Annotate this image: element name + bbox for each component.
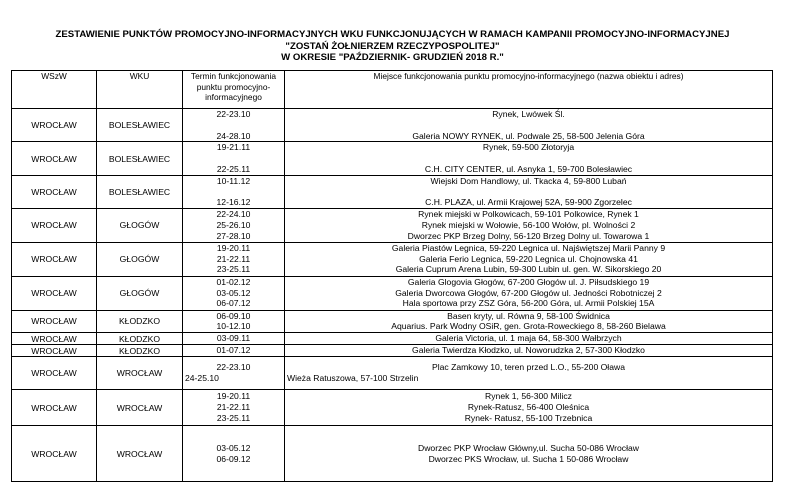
table-header-row <box>12 71 773 109</box>
dates-cell <box>183 345 285 357</box>
place-text: Rynek, Lwówek Śl. <box>492 109 565 119</box>
date-text: 01-02.12 <box>216 276 251 287</box>
dates-cell <box>183 175 285 208</box>
dates-cell <box>183 276 285 310</box>
date-text: 24-28.10 <box>216 130 251 141</box>
document-title <box>0 0 785 67</box>
wku-cell: BOLESŁAWIEC <box>97 175 183 208</box>
place-text: Rynek miejski w Polkowicach, 59-101 Polkowice, Rynek 1 <box>418 209 639 220</box>
place-text: Galeria Piastów Legnica, 59-220 Legnica ul. Najświętszej Marii Panny 9 <box>391 242 666 253</box>
wszw-cell: WROCŁAW <box>12 209 97 242</box>
table-row <box>12 242 773 276</box>
place-text: Rynek miejski w Wołowie, 56-100 Wołów, pl. Wolności 2 <box>421 219 636 230</box>
wszw-cell: WROCŁAW <box>12 345 97 357</box>
wszw-cell: WROCŁAW <box>12 242 97 276</box>
wszw-cell: WROCŁAW <box>12 333 97 345</box>
header-termin: Termin funkcjonowania punktu promocyjno-informacyjnego <box>183 71 285 109</box>
wszw-cell: WROCŁAW <box>12 109 97 142</box>
table-row <box>12 345 773 357</box>
dates-cell <box>183 357 285 390</box>
wku-cell: WROCŁAW <box>97 426 183 482</box>
wku-cell: KŁODZKO <box>97 345 183 357</box>
wku-cell: WROCŁAW <box>97 357 183 390</box>
dates-cell <box>183 209 285 242</box>
date-text: 12-16.12 <box>216 197 251 208</box>
wszw-cell: WROCŁAW <box>12 142 97 175</box>
date-text: 06-09.12 <box>216 453 251 464</box>
date-text: 22-23.10 <box>216 109 251 119</box>
header-miejsce: Miejsce funkcjonowania punktu promocyjno-informacyjnego (nazwa obiektu i adres) <box>285 71 773 109</box>
place-text <box>285 153 772 164</box>
date-text: 21-22.11 <box>216 402 251 413</box>
place-text: Galeria Dworcowa Głogów, 67-200 Głogów ul. Jedności Robotniczej 2 <box>395 287 662 298</box>
place-text: Aquarius. Park Wodny OSiR, gen. Grota-Roweckiego 8, 58-260 Bielawa <box>391 321 666 332</box>
dates-cell <box>183 109 285 142</box>
wku-cell: GŁOGÓW <box>97 242 183 276</box>
place-text: Dworzec PKP Brzeg Dolny, 56-120 Brzeg Dolny ul. Towarowa 1 <box>407 230 650 241</box>
date-text: 01-07.12 <box>216 345 251 356</box>
place-cell <box>285 333 773 345</box>
wszw-cell: WROCŁAW <box>12 426 97 482</box>
date-text: 06-07.12 <box>216 298 251 309</box>
place-text: Rynek, 59-500 Złotoryja <box>482 142 575 153</box>
date-text: 21-22.11 <box>216 253 251 264</box>
place-text: Galeria Glogovia Głogów, 67-200 Głogów ul. J. Piłsudskiego 19 <box>407 276 650 287</box>
table-row <box>12 209 773 242</box>
header-wszw: WSzW <box>12 71 97 109</box>
place-text: Rynek- Ratusz, 55-100 Trzebnica <box>464 413 593 424</box>
date-text: 10-11.12 <box>216 175 251 186</box>
date-text: 23-25.11 <box>216 413 251 424</box>
date-text: 24-25.10 <box>185 373 219 384</box>
dates-cell <box>183 333 285 345</box>
place-cell <box>285 357 773 390</box>
date-text: 19-20.11 <box>216 242 251 253</box>
table-row <box>12 109 773 142</box>
place-text: Basen kryty, ul. Równa 9, 58-100 Świdnica <box>447 310 610 321</box>
table-row <box>12 390 773 426</box>
table-row <box>12 142 773 175</box>
place-cell <box>285 276 773 310</box>
place-text: Dworzec PKP Wrocław Główny,ul. Sucha 50-086 Wrocław <box>418 442 639 453</box>
place-cell <box>285 426 773 482</box>
place-cell <box>285 310 773 333</box>
wszw-cell: WROCŁAW <box>12 276 97 310</box>
place-text: Galeria Twierdza Kłodzko, ul. Noworudzka 2, 57-300 Kłodzko <box>412 345 645 356</box>
date-text: 22-25.11 <box>216 163 251 174</box>
date-text: 06-09.10 <box>216 310 251 321</box>
wku-cell: KŁODZKO <box>97 310 183 333</box>
place-text: C.H. PLAZA, ul. Armii Krajowej 52A, 59-900 Zgorzelec <box>425 197 632 208</box>
place-text: Wiejski Dom Handlowy, ul. Tkacka 4, 59-800 Lubań <box>430 175 627 186</box>
title-line-2: "ZOSTAŃ ŻOŁNIERZEM RZECZYPOSPOLITEJ" <box>285 40 500 52</box>
table-row <box>12 357 773 390</box>
place-text: Galeria Cuprum Arena Lubin, 59-300 Lubin ul. gen. W. Sikorskiego 20 <box>395 264 662 275</box>
date-text: 10-12.10 <box>216 321 251 332</box>
table-row <box>12 276 773 310</box>
date-text: 22-23.10 <box>216 362 251 373</box>
date-text: 03-05.12 <box>216 442 251 453</box>
place-text: Dworzec PKS Wrocław, ul. Sucha 1 50-086 Wrocław <box>428 453 629 464</box>
place-text: Galeria Ferio Legnica, 59-220 Legnica ul. Chojnowska 41 <box>419 253 638 264</box>
place-text: Rynek-Ratusz, 56-400 Oleśnica <box>467 402 590 413</box>
wku-cell: GŁOGÓW <box>97 276 183 310</box>
wszw-cell: WROCŁAW <box>12 390 97 426</box>
wku-cell: WROCŁAW <box>97 390 183 426</box>
dates-cell <box>183 242 285 276</box>
table-row <box>12 310 773 333</box>
table-row <box>12 333 773 345</box>
place-text: Galeria NOWY RYNEK, ul. Podwale 25, 58-500 Jelenia Góra <box>412 130 645 141</box>
date-text: 19-20.11 <box>216 391 251 402</box>
place-text: Galeria Victoria, ul. 1 maja 64, 58-300 Wałbrzych <box>435 333 622 344</box>
place-text: Hala sportowa przy ZSZ Góra, 56-200 Góra, ul. Armii Polskiej 15A <box>402 298 655 309</box>
wszw-cell: WROCŁAW <box>12 357 97 390</box>
date-text: 25-26.10 <box>216 219 251 230</box>
dates-cell <box>183 426 285 482</box>
date-text <box>183 153 284 164</box>
place-cell <box>285 142 773 175</box>
table-row <box>12 175 773 208</box>
wku-cell: KŁODZKO <box>97 333 183 345</box>
place-text <box>285 187 772 198</box>
date-text: 03-05.12 <box>216 287 251 298</box>
wszw-cell: WROCŁAW <box>12 310 97 333</box>
wku-cell: GŁOGÓW <box>97 209 183 242</box>
date-text: 22-24.10 <box>216 209 251 220</box>
wszw-cell: WROCŁAW <box>12 175 97 208</box>
wku-cell: BOLESŁAWIEC <box>97 109 183 142</box>
title-line-1: ZESTAWIENIE PUNKTÓW PROMOCYJNO-INFORMACYJNYCH WKU FUNKCJONUJĄCYCH W RAMACH KAMPANII PROMOCYJNO-INFORMACYJNEJ <box>55 29 730 40</box>
date-text <box>183 120 284 131</box>
header-wku: WKU <box>97 71 183 109</box>
date-text: 23-25.11 <box>216 264 251 275</box>
dates-cell <box>183 310 285 333</box>
place-text: Wieża Ratuszowa, 57-100 Strzelin <box>287 373 419 384</box>
place-text <box>285 120 772 131</box>
date-text: 19-21.11 <box>216 142 251 153</box>
place-text: C.H. CITY CENTER, ul. Asnyka 1, 59-700 Bolesławiec <box>424 163 633 174</box>
title-line-3: W OKRESIE "PAŹDZIERNIK- GRUDZIEŃ 2018 R." <box>281 52 504 63</box>
date-text <box>183 187 284 198</box>
place-text: Plac Zamkowy 10, teren przed L.O., 55-200 Oława <box>432 362 625 373</box>
dates-cell <box>183 142 285 175</box>
wku-cell: BOLESŁAWIEC <box>97 142 183 175</box>
place-text: Rynek 1, 56-300 Milicz <box>485 391 572 402</box>
place-cell <box>285 109 773 142</box>
place-cell <box>285 345 773 357</box>
points-table <box>11 70 773 482</box>
table-row <box>12 426 773 482</box>
date-text: 03-09.11 <box>216 333 251 344</box>
place-cell <box>285 175 773 208</box>
dates-cell <box>183 390 285 426</box>
place-cell <box>285 242 773 276</box>
place-cell <box>285 209 773 242</box>
place-cell <box>285 390 773 426</box>
date-text: 27-28.10 <box>216 230 251 241</box>
